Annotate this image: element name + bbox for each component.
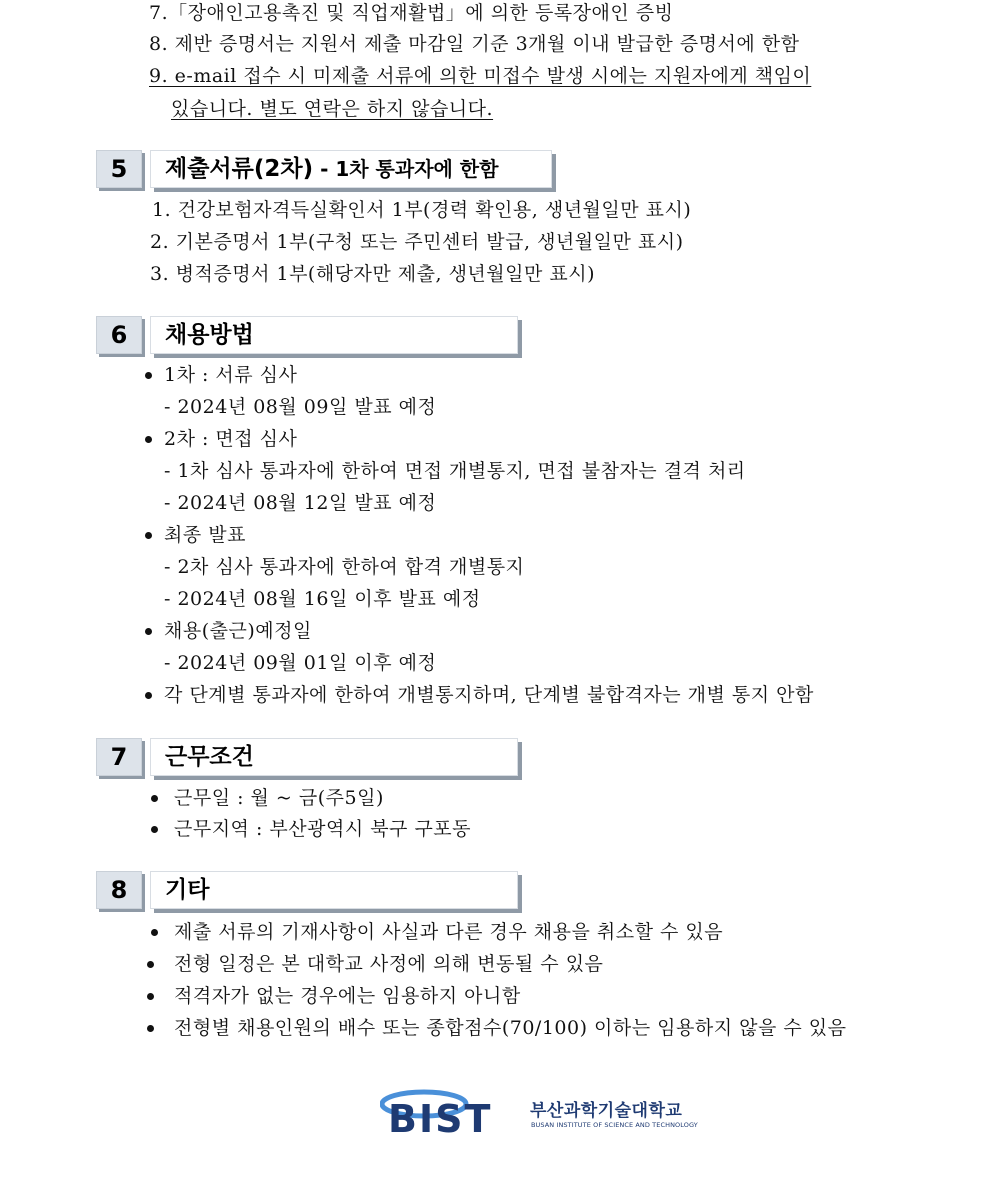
list-item: 최종 발표: [164, 524, 246, 546]
bullet-icon: [151, 795, 158, 802]
bullet-icon: [145, 372, 152, 379]
section-header-8: [96, 871, 526, 913]
section-number: 6: [96, 316, 142, 354]
list-item: 근무일 : 월 ~ 금(주5일): [174, 787, 384, 809]
bist-logo: [380, 1088, 700, 1138]
list-item-9: 9. e-mail 접수 시 미제출 서류에 의한 미접수 발생 시에는 지원자에게 책임이: [149, 65, 812, 87]
list-item: 1. 건강보험자격득실확인서 1부(경력 확인용, 생년월일만 표시): [152, 199, 692, 221]
section-title: [165, 151, 498, 187]
section-number: 7: [96, 738, 142, 776]
list-item-7: 7.「장애인고용촉진 및 직업재활법」에 의한 등록장애인 증빙: [149, 2, 674, 24]
svg-text:BIST: BIST: [388, 1097, 493, 1138]
section-title: 채용방법: [165, 322, 254, 348]
list-item: 전형별 채용인원의 배수 또는 종합점수(70/100) 이하는 임용하지 않을 수 있음: [174, 1017, 847, 1039]
bullet-icon: [151, 929, 158, 936]
section-title-box: [150, 738, 518, 776]
section-header-5: [96, 150, 566, 192]
list-item: 1차 : 서류 심사: [164, 364, 298, 386]
list-item: 제출 서류의 기재사항이 사실과 다른 경우 채용을 취소할 수 있음: [174, 921, 724, 943]
section-header-6: [96, 316, 526, 358]
section-title-box: [150, 150, 552, 188]
list-item: 전형 일정은 본 대학교 사정에 의해 변동될 수 있음: [174, 953, 604, 975]
bullet-icon: [145, 532, 152, 539]
list-item: - 1차 심사 통과자에 한하여 면접 개별통지, 면접 불참자는 결격 처리: [164, 460, 746, 482]
list-item: 2. 기본증명서 1부(구청 또는 주민센터 발급, 생년월일만 표시): [150, 231, 684, 253]
section-title: 근무조건: [165, 744, 254, 770]
bullet-icon: [147, 1025, 154, 1032]
bullet-icon: [151, 826, 158, 833]
section-title-box: [150, 871, 518, 909]
list-item-8: 8. 제반 증명서는 지원서 제출 마감일 기준 3개월 이내 발급한 증명서에 한함: [149, 33, 800, 55]
list-item: - 2024년 08월 09일 발표 예정: [164, 396, 437, 418]
list-item-9-cont: 있습니다. 별도 연락은 하지 않습니다.: [171, 98, 494, 120]
bullet-icon: [145, 436, 152, 443]
bullet-icon: [145, 628, 152, 635]
section-header-7: [96, 738, 526, 780]
section-title-suffix: - 1차 통과자에 한함: [313, 157, 499, 181]
list-item: - 2024년 08월 12일 발표 예정: [164, 492, 437, 514]
list-item: 각 단계별 통과자에 한하여 개별통지하며, 단계별 불합격자는 개별 통지 안함: [164, 684, 814, 706]
section-title-box: [150, 316, 518, 354]
bullet-icon: [147, 993, 154, 1000]
list-item: 채용(출근)예정일: [164, 620, 312, 642]
logo-name-kr: 부산과학기술대학교: [530, 1101, 683, 1121]
list-item: 근무지역 : 부산광역시 북구 구포동: [174, 818, 472, 840]
list-item: - 2차 심사 통과자에 한하여 합격 개별통지: [164, 556, 525, 578]
bullet-icon: [147, 961, 154, 968]
list-item: 적격자가 없는 경우에는 임용하지 아니함: [174, 985, 521, 1007]
list-item: 2차 : 면접 심사: [164, 428, 298, 450]
section-number: 5: [96, 150, 142, 188]
list-item: - 2024년 08월 16일 이후 발표 예정: [164, 588, 481, 610]
list-item: - 2024년 09월 01일 이후 예정: [164, 652, 437, 674]
section-number: 8: [96, 871, 142, 909]
logo-name-en: BUSAN INSTITUTE OF SCIENCE AND TECHNOLOGY: [531, 1121, 698, 1129]
section-title-main: 제출서류(2차): [165, 156, 314, 182]
bullet-icon: [145, 692, 152, 699]
section-title: 기타: [165, 877, 210, 903]
list-item: 3. 병적증명서 1부(해당자만 제출, 생년월일만 표시): [150, 263, 596, 285]
bist-logo-icon: [380, 1088, 520, 1138]
